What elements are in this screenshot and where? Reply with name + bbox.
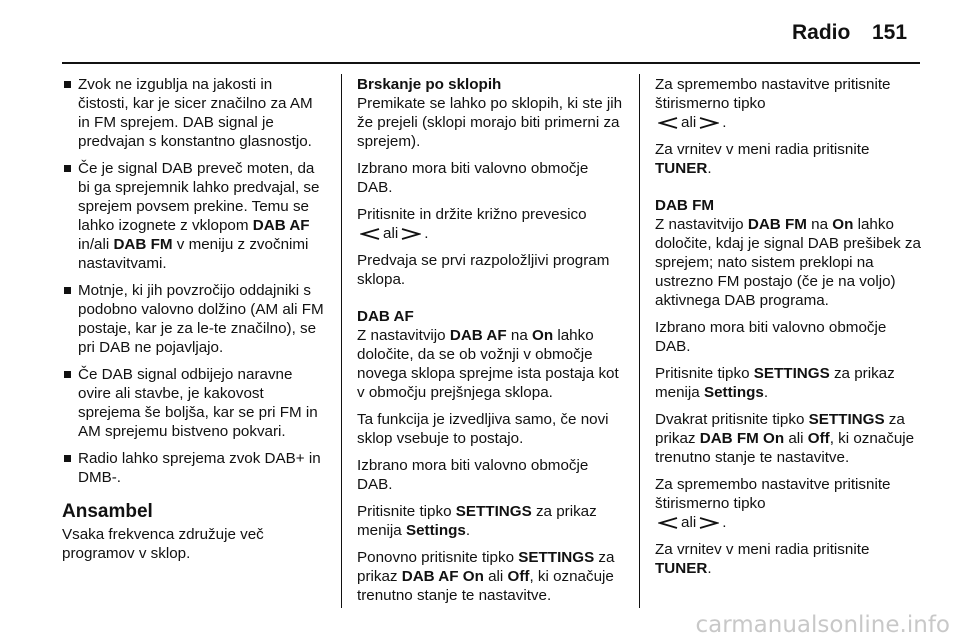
subheading-brskanje: Brskanje po sklopih: [357, 76, 502, 93]
paragraph: [655, 364, 923, 402]
bullet-text: Če je signal DAB preveč moten, da bi ga sprejemnik lahko predvajal, se sprejem povsem prekine. Temu se lahko izognete z vklopom: [78, 160, 320, 234]
text: za prikaz: [357, 549, 615, 585]
bold-term: Off: [507, 568, 530, 585]
text: .: [763, 384, 769, 401]
header-rule: [62, 62, 920, 64]
text: Za spremembo nastavitve pritisnite štirismerno tipko: [655, 476, 891, 512]
paragraph: [357, 548, 625, 605]
paragraph: [655, 215, 923, 310]
text: .: [465, 522, 471, 539]
arrow-right-icon: [699, 516, 719, 530]
bullet-list: [62, 75, 327, 487]
bold-term: DAB FM: [747, 216, 807, 233]
text: za prikaz menija: [655, 365, 895, 401]
paragraph: [655, 140, 923, 178]
column-divider-1: [341, 74, 342, 608]
bold-term: Off: [807, 430, 830, 447]
bullet-text: Motnje, ki jih povzročijo oddajniki s podobno valovno dolžino (AM ali FM postaje, kar je za le-te značilno), se pri DAB ne pojavljajo.: [78, 282, 324, 356]
text: ali: [784, 430, 808, 447]
arrow-right-icon: [699, 116, 719, 130]
bullet-text: v meniju z zvočnimi nastavitvami.: [78, 236, 309, 272]
paragraph: Izbrano mora biti valovno območje DAB.: [357, 457, 589, 493]
text: .: [424, 225, 429, 242]
bold-term: Settings: [703, 384, 764, 401]
text: Dvakrat pritisnite tipko: [655, 411, 809, 428]
bold-term: DAB AF On: [401, 568, 484, 585]
text: .: [722, 114, 727, 131]
section-heading-ansambel: Ansambel: [62, 501, 153, 522]
bold-term: On: [532, 327, 554, 344]
text: .: [722, 514, 727, 531]
list-item: [62, 365, 327, 441]
middle-column: [357, 75, 625, 613]
text: Z nastavitvijo: [357, 327, 450, 344]
subheading-dab-af: DAB AF: [357, 308, 414, 325]
page-number: 151: [872, 21, 908, 44]
text: na: [506, 327, 533, 344]
paragraph: [655, 410, 923, 467]
bold-term: DAB AF: [449, 327, 507, 344]
paragraph: [357, 502, 625, 540]
paragraph: Izbrano mora biti valovno območje DAB.: [655, 319, 887, 355]
paragraph: Ta funkcija je izvedljiva samo, če novi sklop vsebuje to postajo.: [357, 411, 609, 447]
text: ali: [681, 514, 697, 531]
text: lahko določite, da se ob vožnji v območje novega sklopa sprejme ista postaja kot v območju prejšnjega sklopa.: [357, 327, 619, 401]
arrow-left-icon: [360, 227, 380, 241]
bold-term: DAB FM: [113, 236, 173, 253]
bullet-text: Zvok ne izgublja na jakosti in čistosti, kar je sicer značilno za AM in FM sprejem. DAB signal je predvajan s konstantno glasnostjo.: [78, 76, 313, 150]
bold-term: DAB FM On: [699, 430, 785, 447]
bold-term: SETTINGS: [753, 365, 830, 382]
right-column: [655, 75, 923, 586]
bullet-text: Radio lahko sprejema zvok DAB+ in DMB-.: [78, 450, 321, 486]
bold-term: SETTINGS: [518, 549, 595, 566]
text: Ponovno pritisnite tipko: [357, 549, 519, 566]
text: , ki označuje trenutno stanje te nastavitve.: [655, 430, 915, 466]
subheading-dab-fm: DAB FM: [655, 197, 715, 214]
text: .: [707, 160, 712, 177]
bold-term: TUNER: [655, 160, 708, 177]
text: za prikaz menija: [357, 503, 597, 539]
bullet-text: in/ali: [78, 236, 114, 253]
text: na: [806, 216, 833, 233]
paragraph: Premikate se lahko po sklopih, ki ste jih že prejeli (sklopi morajo biti primerni za sprejem).: [357, 95, 623, 150]
text: Pritisnite tipko: [357, 503, 456, 520]
paragraph: Predvaja se prvi razpoložljivi program sklopa.: [357, 252, 610, 288]
bold-term: SETTINGS: [455, 503, 532, 520]
page-title: Radio: [792, 21, 851, 44]
column-divider-2: [639, 74, 640, 608]
bold-term: SETTINGS: [808, 411, 885, 428]
paragraph: Izbrano mora biti valovno območje DAB.: [357, 160, 589, 196]
list-item: [62, 159, 327, 273]
watermark: carmanualsonline.info: [695, 612, 950, 638]
text: ali: [483, 568, 508, 585]
text: .: [707, 560, 712, 577]
text: , ki označuje trenutno stanje te nastavitve.: [357, 568, 614, 604]
bold-term: Settings: [405, 522, 466, 539]
paragraph: Vsaka frekvenca združuje več programov v sklop.: [62, 526, 264, 562]
list-item: [62, 75, 327, 151]
text: Pritisnite tipko: [655, 365, 754, 382]
text: Za spremembo nastavitve pritisnite štirismerno tipko: [655, 76, 891, 112]
bullet-text: Če DAB signal odbijejo naravne ovire ali stavbe, je kakovost sprejema še boljša, kar se pri FM in AM sprejemu bistveno pokvari.: [78, 366, 318, 440]
paragraph: [655, 75, 923, 132]
text: Pritisnite in držite križno prevesico: [357, 206, 587, 223]
text: Za vrnitev v meni radia pritisnite: [655, 541, 870, 558]
arrow-left-icon: [658, 116, 678, 130]
arrow-right-icon: [401, 227, 421, 241]
text: Za vrnitev v meni radia pritisnite: [655, 141, 870, 158]
text: za prikaz: [655, 411, 905, 447]
left-column: [62, 75, 327, 571]
list-item: [62, 449, 327, 487]
paragraph: [655, 540, 923, 578]
bold-term: DAB AF: [252, 217, 310, 234]
list-item: [62, 281, 327, 357]
paragraph: [357, 326, 625, 402]
bold-term: On: [832, 216, 854, 233]
paragraph: [357, 205, 625, 243]
text: ali: [383, 225, 399, 242]
text: Z nastavitvijo: [655, 216, 748, 233]
bold-term: TUNER: [655, 560, 708, 577]
paragraph: [655, 475, 923, 532]
arrow-left-icon: [658, 516, 678, 530]
text: ali: [681, 114, 697, 131]
text: lahko določite, kdaj je signal DAB prešibek za sprejem; nato sistem preklopi na ustrezno FM postajo (če je na voljo) aktivnega DAB programa.: [655, 216, 921, 309]
